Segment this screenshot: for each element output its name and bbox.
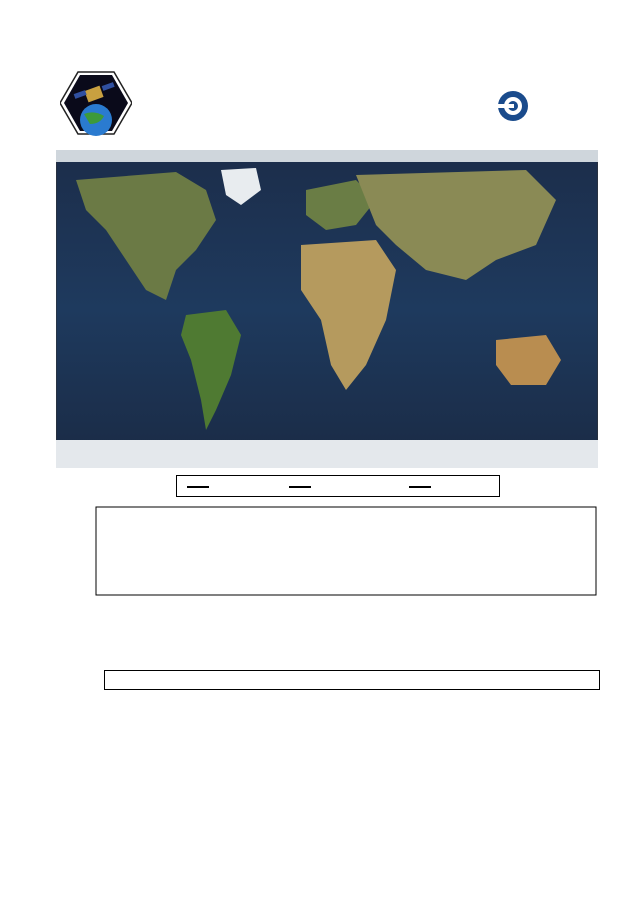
arctic-strip <box>56 150 598 162</box>
locks-plot-frame <box>96 507 596 595</box>
orbit-map <box>56 150 598 468</box>
series-legend <box>104 670 600 690</box>
legend-psrpos <box>205 675 219 685</box>
legend-psrxyz <box>451 675 465 685</box>
legend-satxyz <box>529 675 543 685</box>
legend-range <box>283 675 297 685</box>
esa-logo <box>496 86 596 126</box>
legend-rangecmp <box>361 675 375 685</box>
legend-line-fine <box>409 486 431 488</box>
cassiope-logo <box>60 70 132 136</box>
gps-locks-chart <box>0 500 636 670</box>
legend-line-unknown <box>187 486 209 488</box>
track-legend <box>176 475 500 497</box>
legend-rawephemeris <box>111 675 125 685</box>
legend-line-coarse <box>289 486 311 488</box>
continent-antarctica <box>56 440 598 468</box>
